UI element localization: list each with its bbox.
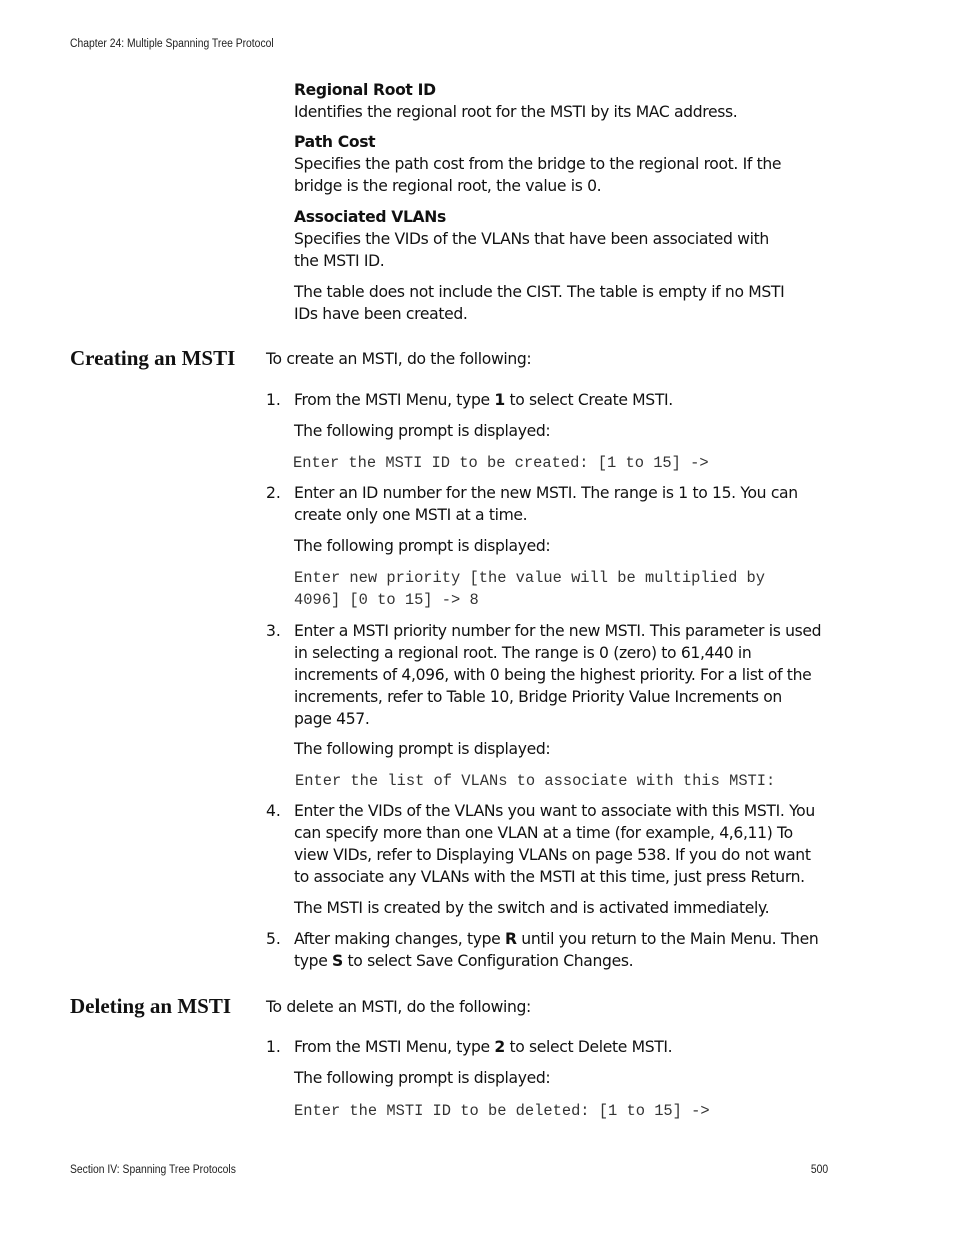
definition-associated-vlans xyxy=(294,206,854,272)
code-line: 4096] [0 to 15] -> 8 xyxy=(294,591,479,609)
page-number: 500 xyxy=(810,1164,828,1176)
step-number: 1. xyxy=(266,1038,281,1056)
step-text: to select Delete MSTI. xyxy=(504,1038,673,1056)
creating-intro: To create an MSTI, do the following: xyxy=(266,350,532,368)
step-number: 4. xyxy=(266,802,281,820)
code-line: Enter new priority [the value will be multiplied by xyxy=(294,569,766,587)
create-step-4 xyxy=(294,800,854,888)
step-line: view VIDs, refer to Displaying VLANs on page 538. If you do not want xyxy=(294,846,811,864)
running-footer-section: Section IV: Spanning Tree Protocols xyxy=(70,1164,236,1176)
step-text: From the MSTI Menu, type xyxy=(294,391,495,409)
section-heading-deleting: Deleting an MSTI xyxy=(70,994,232,1018)
step-line: can specify more than one VLAN at a time (for example, 4,6,11) To xyxy=(294,824,793,842)
deleting-intro: To delete an MSTI, do the following: xyxy=(266,998,531,1016)
definition-term: Associated VLANs xyxy=(294,208,446,226)
step-line: page 457. xyxy=(294,710,370,728)
step-key: S xyxy=(332,952,343,970)
step-line xyxy=(294,950,854,972)
prompt-note: The following prompt is displayed: xyxy=(294,740,551,758)
step-after-note: The MSTI is created by the switch and is activated immediately. xyxy=(294,899,770,917)
definition-regional-root-id xyxy=(294,79,854,123)
step-line: Enter an ID number for the new MSTI. The range is 1 to 15. You can xyxy=(294,484,798,502)
definition-path-cost xyxy=(294,131,854,197)
step-number: 1. xyxy=(266,391,281,409)
create-step-2 xyxy=(294,482,854,526)
step-line: in selecting a regional root. The range is 0 (zero) to 61,440 in xyxy=(294,644,752,662)
step-number: 5. xyxy=(266,930,281,948)
prompt-note: The following prompt is displayed: xyxy=(294,1069,551,1087)
step-key: 1 xyxy=(494,391,505,409)
step-text: type xyxy=(294,952,333,970)
create-step-1 xyxy=(294,389,673,411)
step-line: Enter the VIDs of the VLANs you want to associate with this MSTI. You xyxy=(294,802,815,820)
definition-description-line: bridge is the regional root, the value is 0. xyxy=(294,177,602,195)
step-text: until you return to the Main Menu. Then xyxy=(516,930,819,948)
step-text: From the MSTI Menu, type xyxy=(294,1038,495,1056)
step-number: 2. xyxy=(266,484,281,502)
step-text: After making changes, type xyxy=(294,930,506,948)
definition-term: Regional Root ID xyxy=(294,81,436,99)
table-note xyxy=(294,281,854,325)
table-note-line: IDs have been created. xyxy=(294,305,468,323)
code-prompt: Enter the list of VLANs to associate with this MSTI: xyxy=(295,772,776,790)
step-number: 3. xyxy=(266,622,281,640)
code-prompt: Enter the MSTI ID to be created: [1 to 15] -> xyxy=(293,454,709,472)
definition-description: Identifies the regional root for the MSTI by its MAC address. xyxy=(294,103,738,121)
step-key: R xyxy=(505,930,517,948)
delete-step-1 xyxy=(294,1036,672,1058)
definition-description-line: Specifies the VIDs of the VLANs that have been associated with xyxy=(294,230,769,248)
create-step-5 xyxy=(294,928,854,972)
step-text: to select Save Configuration Changes. xyxy=(342,952,634,970)
step-line: increments of 4,096, with 0 being the highest priority. For a list of the xyxy=(294,666,812,684)
prompt-note: The following prompt is displayed: xyxy=(294,537,551,555)
prompt-note: The following prompt is displayed: xyxy=(294,422,551,440)
create-step-3 xyxy=(294,620,854,730)
code-prompt-block xyxy=(294,567,765,611)
code-prompt: Enter the MSTI ID to be deleted: [1 to 15] -> xyxy=(294,1102,710,1120)
step-line: to associate any VLANs with the MSTI at this time, just press Return. xyxy=(294,868,805,886)
definition-term: Path Cost xyxy=(294,133,376,151)
table-note-line: The table does not include the CIST. The table is empty if no MSTI xyxy=(294,283,785,301)
step-text: to select Create MSTI. xyxy=(504,391,673,409)
definition-description-line: Specifies the path cost from the bridge to the regional root. If the xyxy=(294,155,782,173)
step-line: Enter a MSTI priority number for the new MSTI. This parameter is used xyxy=(294,622,822,640)
running-header: Chapter 24: Multiple Spanning Tree Protocol xyxy=(70,38,274,50)
step-line xyxy=(294,928,854,950)
step-line: create only one MSTI at a time. xyxy=(294,506,528,524)
step-key: 2 xyxy=(494,1038,505,1056)
definition-description-line: the MSTI ID. xyxy=(294,252,385,270)
step-line: increments, refer to Table 10, Bridge Priority Value Increments on xyxy=(294,688,782,706)
section-heading-creating: Creating an MSTI xyxy=(70,346,236,370)
